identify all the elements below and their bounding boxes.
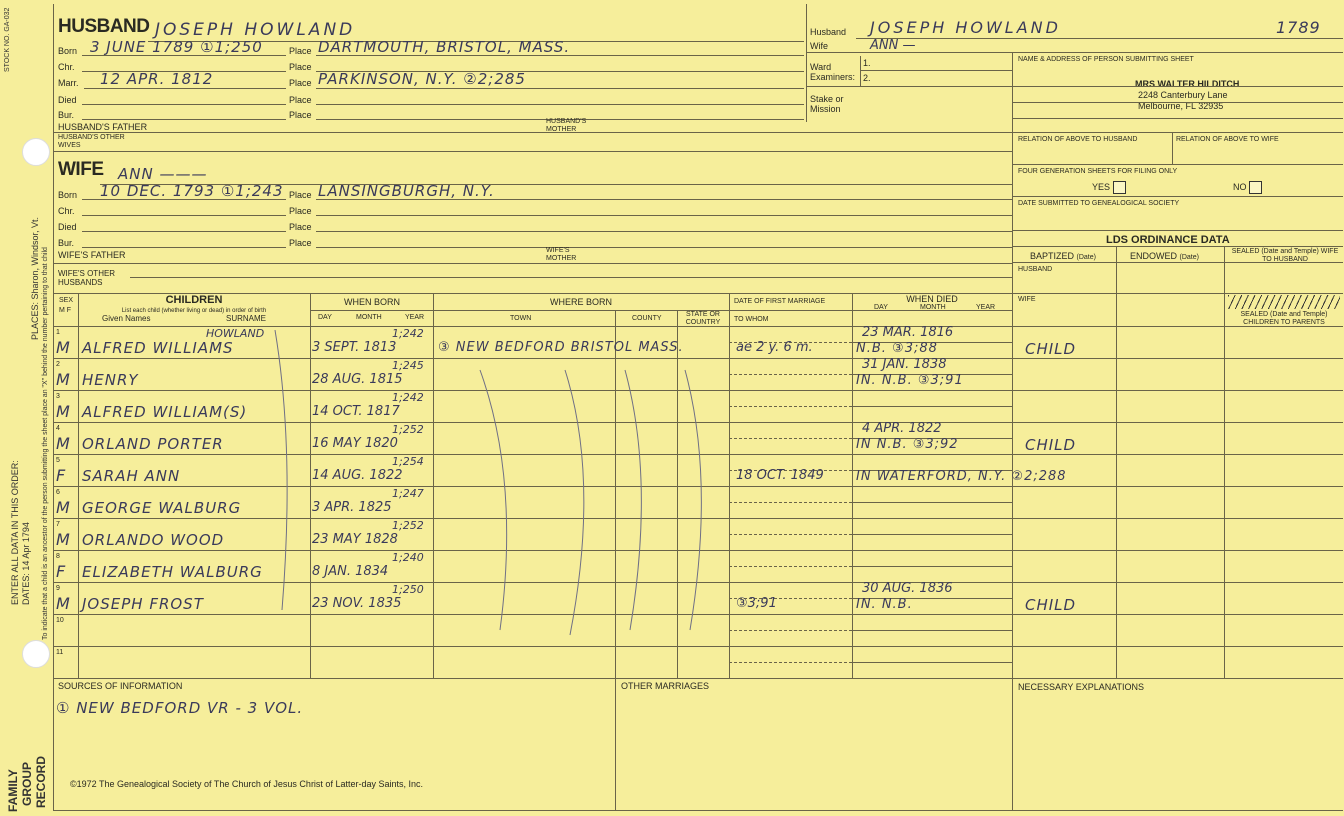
row-mid-line — [729, 534, 852, 535]
child-born-ref: 1;247 — [392, 487, 424, 500]
submitter-name: MRS WALTER HILDITCH — [1135, 79, 1240, 89]
died-year-header: YEAR — [976, 304, 996, 311]
husband-born-place-label: Place — [289, 46, 312, 56]
husband-father-label: HUSBAND'S FATHER — [58, 122, 148, 132]
wife-died-place-label: Place — [289, 222, 312, 232]
children-header: CHILDREN — [165, 294, 223, 306]
child-born-ref: 1;245 — [392, 359, 424, 372]
child-given-names: ORLAND PORTER — [82, 435, 224, 453]
child-born-date: 23 MAY 1828 — [312, 532, 398, 547]
ordinance-row-line — [1012, 422, 1343, 423]
wife-died-label: Died — [58, 222, 77, 232]
child-given-names: ELIZABETH WALBURG — [82, 563, 263, 581]
other-marriages-label: OTHER MARRIAGES — [621, 681, 710, 691]
ordinance-row-line — [1012, 550, 1343, 551]
sex-header: SEX — [58, 297, 73, 304]
died-mid-line — [852, 566, 1012, 567]
child-born-date: 16 MAY 1820 — [312, 436, 398, 451]
when-born-header: WHEN BORN — [344, 297, 400, 307]
dates-note: DATES: 14 Apr 1794 — [21, 522, 31, 605]
child-born-ref: 1;252 — [392, 519, 424, 532]
child-number: 9 — [56, 585, 60, 592]
enter-data-note: ENTER ALL DATA IN THIS ORDER: — [10, 460, 20, 605]
right-husband-name: JOSEPH HOWLAND — [870, 18, 1061, 37]
ordinance-row-line — [1012, 454, 1343, 455]
form-title-family: FAMILY — [6, 769, 20, 812]
wife-bur-place-label: Place — [289, 238, 312, 248]
form-title-record: RECORD — [34, 755, 48, 808]
died-mid-line — [852, 534, 1012, 535]
child-died-place: IN. N.B. ③3;91 — [856, 373, 964, 388]
child-died-place: IN N.B. ③3;92 — [856, 437, 959, 452]
ditto-strokes — [270, 327, 730, 650]
stock-number: STOCK NO. GA-032 — [4, 7, 11, 72]
child-surname: HOWLAND — [206, 327, 265, 340]
yes-label: YES — [1092, 181, 1126, 194]
child-where-born: ③ NEW BEDFORD BRISTOL MASS. — [438, 340, 684, 355]
child-given-names: ALFRED WILLIAMS — [82, 339, 234, 357]
child-died-place: IN. N.B. — [856, 597, 913, 612]
child-born-date: 14 OCT. 1817 — [312, 404, 400, 419]
child-first-marriage: 18 OCT. 1849 — [736, 468, 824, 483]
ancestor-note: To indicate that a child is an ancestor of the person submitting the sheet place an "X" behind the number pertaining to that child — [42, 247, 49, 640]
husband-died-place-label: Place — [289, 95, 312, 105]
husband-born-date: 3 JUNE 1789 ①1;250 — [90, 38, 263, 56]
date-submitted-label: DATE SUBMITTED TO GENEALOGICAL SOCIETY — [1018, 200, 1180, 207]
month-header: MONTH — [356, 314, 382, 321]
husband-name: JOSEPH HOWLAND — [155, 20, 356, 40]
child-born-date: 28 AUG. 1815 — [312, 372, 403, 387]
child-born-ref: 1;242 — [392, 391, 424, 404]
child-ordinance-note: CHILD — [1025, 596, 1077, 614]
child-sex: F — [56, 562, 67, 581]
wife-chr-label: Chr. — [58, 206, 75, 216]
husband-marr-label: Marr. — [58, 78, 79, 88]
submitter-address-2: Melbourne, FL 32935 — [1138, 101, 1224, 111]
wife-mother-label: WIFE'S MOTHER — [546, 247, 577, 262]
child-given-names: ORLANDO WOOD — [82, 531, 225, 549]
died-mid-line — [852, 406, 1012, 407]
ordinance-row-line — [1012, 582, 1343, 583]
yes-checkbox[interactable] — [1113, 181, 1126, 194]
child-born-ref: 1;250 — [392, 583, 424, 596]
ordinance-row-line — [1012, 486, 1343, 487]
died-mid-line — [852, 630, 1012, 631]
child-born-date: 14 AUG. 1822 — [312, 468, 403, 483]
husband-other-wives-label: HUSBAND'S OTHER WIVES — [58, 134, 125, 149]
submitter-label: NAME & ADDRESS OF PERSON SUBMITTING SHEET — [1018, 56, 1194, 63]
ward-label: Ward — [810, 62, 832, 72]
husband-died-label: Died — [58, 95, 77, 105]
child-ordinance-note: CHILD — [1025, 340, 1077, 358]
child-died-date: 4 APR. 1822 — [862, 421, 942, 436]
right-husband-label: Husband — [810, 27, 847, 37]
wife-father-label: WIFE'S FATHER — [58, 250, 126, 260]
child-died-place: N.B. ③3;88 — [856, 341, 938, 356]
child-given-names: JOSEPH FROST — [82, 595, 204, 613]
child-number: 2 — [56, 361, 60, 368]
wife-bur-label: Bur. — [58, 238, 75, 248]
child-died-date: 23 MAR. 1816 — [862, 325, 954, 340]
county-header: COUNTY — [632, 315, 662, 322]
row-mid-line — [729, 502, 852, 503]
day-header: DAY — [318, 314, 332, 321]
town-header: TOWN — [510, 315, 532, 322]
child-number: 6 — [56, 489, 60, 496]
row-mid-line — [729, 662, 852, 663]
sources-text: ① NEW BEDFORD VR - 3 VOL. — [56, 699, 304, 717]
surname-header: SURNAME — [226, 314, 267, 323]
ordinance-husband-row: HUSBAND — [1018, 266, 1053, 273]
stake-label: Stake or Mission — [810, 94, 844, 114]
child-born-date: 3 APR. 1825 — [312, 500, 392, 515]
relation-to-husband-label: RELATION OF ABOVE TO HUSBAND — [1018, 136, 1138, 143]
husband-chr-place-label: Place — [289, 62, 312, 72]
wife-heading: WIFE — [58, 159, 104, 180]
sealed-children-label: SEALED (Date and Temple) CHILDREN TO PARENTS — [1240, 311, 1328, 326]
no-label: NO — [1233, 181, 1262, 194]
where-born-header: WHERE BORN — [549, 297, 612, 307]
husband-mother-label: HUSBAND'S MOTHER — [546, 118, 587, 133]
child-given-names: HENRY — [82, 371, 139, 389]
husband-heading: HUSBAND — [58, 16, 150, 37]
four-generation-label: FOUR GENERATION SHEETS FOR FILING ONLY — [1018, 168, 1178, 175]
husband-born-place: DARTMOUTH, BRISTOL, MASS. — [318, 38, 571, 56]
relation-to-wife-label: RELATION OF ABOVE TO WIFE — [1176, 136, 1279, 143]
form-title-group: GROUP — [20, 761, 34, 806]
died-mid-line — [852, 662, 1012, 663]
husband-bur-label: Bur. — [58, 110, 75, 120]
baptized-label: BAPTIZED (Date) — [1030, 251, 1096, 261]
husband-marr-place: PARKINSON, N.Y. ②2;285 — [318, 70, 526, 88]
child-sex: M — [56, 370, 71, 389]
child-born-ref: 1;242 — [392, 327, 424, 340]
child-given-names: ALFRED WILLIAM(S) — [82, 403, 248, 421]
child-died-place: IN WATERFORD, N.Y. ②2;288 — [856, 469, 1067, 484]
ordinance-wife-row: WIFE — [1018, 296, 1036, 303]
right-year: 1789 — [1276, 18, 1321, 37]
child-sex: M — [56, 402, 71, 421]
list-note: List each child (whether living or dead) in order of birth — [121, 308, 267, 314]
child-number: 11 — [56, 649, 64, 656]
examiner-1: 1. — [863, 58, 871, 68]
died-day-header: DAY — [874, 304, 888, 311]
to-whom-header: TO WHOM — [734, 316, 769, 323]
necessary-explanations-label: NECESSARY EXPLANATIONS — [1018, 682, 1145, 692]
child-ordinance-note: CHILD — [1025, 436, 1077, 454]
child-sex: M — [56, 530, 71, 549]
child-born-date: 23 NOV. 1835 — [312, 596, 402, 611]
wife-born-date: 10 DEC. 1793 ①1;243 — [100, 182, 284, 200]
husband-chr-label: Chr. — [58, 62, 75, 72]
lds-ordinance-heading: LDS ORDINANCE DATA — [1106, 234, 1230, 246]
hatched-box — [1228, 295, 1340, 309]
binder-hole-top — [22, 138, 50, 166]
husband-bur-place-label: Place — [289, 110, 312, 120]
husband-marr-date: 12 APR. 1812 — [100, 70, 214, 88]
child-given-names: GEORGE WALBURG — [82, 499, 242, 517]
child-sex: M — [56, 498, 71, 517]
year-header: YEAR — [405, 314, 425, 321]
ordinance-row-line — [1012, 614, 1343, 615]
child-first-marriage: ③3;91 — [736, 596, 777, 611]
child-sex: M — [56, 594, 71, 613]
wife-chr-place-label: Place — [289, 206, 312, 216]
child-number: 5 — [56, 457, 60, 464]
child-sex: F — [56, 466, 67, 485]
child-born-ref: 1;254 — [392, 455, 424, 468]
died-month-header: MONTH — [920, 304, 946, 311]
right-wife-label: Wife — [810, 41, 828, 51]
first-marriage-header: DATE OF FIRST MARRIAGE — [734, 298, 826, 305]
child-number: 10 — [56, 617, 64, 624]
ordinance-row-line — [1012, 358, 1343, 359]
row-mid-line — [729, 630, 852, 631]
state-header: STATE OR COUNTRY — [685, 311, 721, 326]
ordinance-row-line — [1012, 646, 1343, 647]
copyright: ©1972 The Genealogical Society of The Church of Jesus Christ of Latter-day Saints, Inc. — [70, 779, 423, 789]
died-mid-line — [852, 502, 1012, 503]
child-number: 3 — [56, 393, 60, 400]
child-born-ref: 1;240 — [392, 551, 424, 564]
husband-marr-place-label: Place — [289, 78, 312, 88]
child-first-marriage: ae 2 y. 6 m. — [736, 340, 813, 355]
row-mid-line — [729, 374, 852, 375]
child-born-date: 3 SEPT. 1813 — [312, 340, 397, 355]
child-died-date: 30 AUG. 1836 — [862, 581, 953, 596]
binder-hole-bottom — [22, 640, 50, 668]
row-mid-line — [729, 566, 852, 567]
wife-born-label: Born — [58, 190, 78, 200]
endowed-label: ENDOWED (Date) — [1130, 251, 1199, 261]
examiners-label: Examiners: — [810, 72, 856, 82]
child-given-names: SARAH ANN — [82, 467, 181, 485]
child-sex: M — [56, 434, 71, 453]
row-mid-line — [729, 406, 852, 407]
child-number: 4 — [56, 425, 60, 432]
ordinance-row-line — [1012, 518, 1343, 519]
wife-born-place: LANSINGBURGH, N.Y. — [318, 182, 495, 200]
child-sex: M — [56, 338, 71, 357]
no-checkbox[interactable] — [1249, 181, 1262, 194]
ordinance-row-line — [1012, 390, 1343, 391]
child-number: 7 — [56, 521, 60, 528]
places-note: PLACES: Sharon, Windsor, Vt. — [30, 216, 40, 340]
wife-other-husbands-label: WIFE'S OTHER HUSBANDS — [58, 269, 116, 287]
submitter-address-1: 2248 Canterbury Lane — [1138, 90, 1228, 100]
child-born-ref: 1;252 — [392, 423, 424, 436]
wife-born-place-label: Place — [289, 190, 312, 200]
row-mid-line — [729, 438, 852, 439]
wife-name: ANN ——— — [118, 165, 208, 183]
child-born-date: 8 JAN. 1834 — [312, 564, 389, 579]
sources-label: SOURCES OF INFORMATION — [58, 681, 183, 691]
child-number: 1 — [56, 329, 60, 336]
husband-born-label: Born — [58, 46, 78, 56]
child-died-date: 31 JAN. 1838 — [862, 357, 947, 372]
child-number: 8 — [56, 553, 60, 560]
sealed-wife-label: SEALED (Date and Temple) WIFE TO HUSBAND — [1231, 248, 1339, 263]
examiner-2: 2. — [863, 73, 871, 83]
mf-header: M F — [58, 307, 72, 314]
when-died-header: WHEN DIED — [906, 294, 958, 304]
right-wife-name: ANN — — [870, 38, 916, 53]
given-names-header: Given Names — [102, 314, 151, 323]
